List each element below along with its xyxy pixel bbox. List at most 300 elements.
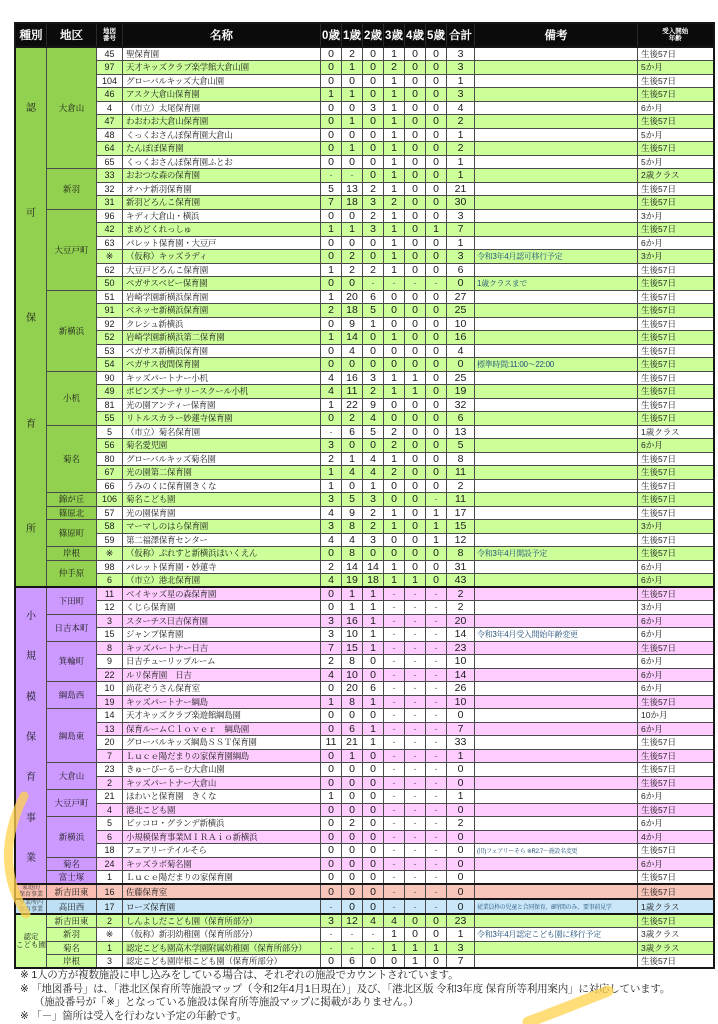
age-2-count-cell: 2 [363,520,384,534]
total-count-cell: 7 [447,955,475,969]
age-2-count-cell: 0 [363,250,384,264]
age-5-count-cell: - [426,655,447,669]
section-ninka [15,47,714,587]
age-1-count-cell: 4 [342,466,363,480]
district-label: 大倉山 [47,763,97,790]
age-0-count-cell: 0 [321,817,342,831]
remarks-cell: 令和3年4月受入開始年齢変更 [475,628,638,642]
age-2-count-cell: 0 [363,776,384,790]
footnote-line: ※ 1人の方が複数施設に申し込みをしている場合は、それぞれの施設でカウントされています。 [20,969,459,981]
facility-name-cell: キッズパートナー大倉山 [123,776,321,790]
accept-age-cell: 6か月 [638,722,714,736]
facility-name-cell: ほわいと保育園 きくな [123,790,321,804]
age-0-count-cell: 4 [321,574,342,588]
facility-number-cell: 19 [97,695,123,709]
age-0-count-cell: 0 [321,317,342,331]
age-1-count-cell: 0 [342,439,363,453]
age-2-count-cell: 0 [363,817,384,831]
age-1-count-cell: 10 [342,668,363,682]
district-label: 新吉田東 [47,914,97,928]
facility-name-cell: 小規模保育事業ＭＩＲＡｉｏ新横浜 [123,830,321,844]
age-4-count-cell: 0 [405,290,426,304]
facility-number-cell: 31 [97,196,123,210]
age-5-count-cell: 0 [426,155,447,169]
facility-name-cell: 新羽どろんこ保育園 [123,196,321,210]
facility-row [15,412,714,426]
age-3-count-cell: - [384,790,405,804]
remarks-cell [475,88,638,102]
remarks-cell [475,263,638,277]
total-count-cell: 0 [447,803,475,817]
age-5-count-cell: 0 [426,452,447,466]
total-count-cell: 2 [447,479,475,493]
age-0-count-cell: - [321,425,342,439]
age-3-count-cell: - [384,749,405,763]
age-0-count-cell: - [321,169,342,183]
age-5-count-cell: 0 [426,290,447,304]
total-count-cell: 0 [447,277,475,291]
accept-age-cell: 生後57日 [638,290,714,304]
facility-name-cell: クレシュ新横浜 [123,317,321,331]
age-4-count-cell: - [405,736,426,750]
accept-age-cell: 生後57日 [638,884,714,899]
age-0-count-cell: 0 [321,277,342,291]
age-3-count-cell: 1 [384,574,405,588]
age-4-count-cell: 0 [405,452,426,466]
remarks-cell [475,169,638,183]
remarks-cell [475,736,638,750]
accept-age-cell: 6か月 [638,236,714,250]
age-4-count-cell: 0 [405,250,426,264]
remarks-cell [475,560,638,574]
facility-number-cell: 42 [97,223,123,237]
age-3-count-cell: 1 [384,182,405,196]
total-count-cell: 0 [447,857,475,871]
age-5-count-cell: 0 [426,88,447,102]
age-1-count-cell: 16 [342,614,363,628]
age-2-count-cell: 6 [363,682,384,696]
remarks-cell [475,722,638,736]
remarks-cell [475,385,638,399]
age-5-count-cell: - [426,628,447,642]
age-1-count-cell: 6 [342,425,363,439]
age-5-count-cell: - [426,857,447,871]
age-4-count-cell: - [405,587,426,601]
facility-number-cell: ※ [97,250,123,264]
accept-age-cell: 生後57日 [638,533,714,547]
age-5-count-cell: 0 [426,317,447,331]
age-3-count-cell: 1 [384,74,405,88]
age-2-count-cell: 1 [363,601,384,615]
facility-name-cell: 保育ルームＣｌｏｖｅｒ 綱島園 [123,722,321,736]
age-1-count-cell: 20 [342,682,363,696]
age-3-count-cell: 0 [384,533,405,547]
district-label: 大豆戸町 [47,209,97,290]
facility-row [15,628,714,642]
age-1-count-cell: 10 [342,628,363,642]
accept-age-cell: 生後57日 [638,412,714,426]
district-label: 仲手原 [47,560,97,587]
age-4-count-cell: 0 [405,169,426,183]
accept-age-cell: 3歳クラス [638,928,714,942]
age-3-count-cell: - [384,803,405,817]
district-label: 篠原北 [47,506,97,520]
accept-age-cell: 3か月 [638,601,714,615]
accept-age-cell: 6か月 [638,655,714,669]
facility-number-cell: 50 [97,277,123,291]
facility-row [15,358,714,372]
total-count-cell: 3 [447,88,475,102]
age-4-count-cell: 0 [405,331,426,345]
accept-age-cell: 3か月 [638,520,714,534]
district-label: 新横浜 [47,817,97,858]
accept-age-cell: 生後57日 [638,196,714,210]
age-1-count-cell: 0 [342,358,363,372]
facility-name-cell: パレット保育園・大豆戸 [123,236,321,250]
section-shokibo [15,587,714,884]
accept-age-cell: 6か月 [638,790,714,804]
accept-age-cell: 生後57日 [638,88,714,102]
age-1-count-cell: 1 [342,88,363,102]
facility-row [15,899,714,914]
age-1-count-cell: 4 [342,344,363,358]
facility-name-cell: わおわお大倉山保育園 [123,115,321,129]
age-5-count-cell: 0 [426,331,447,345]
col-header-accept-age: 受入開始 年齢 [638,23,714,47]
age-2-count-cell: 4 [363,452,384,466]
district-label: 下田町 [47,587,97,614]
section-kodomoen [15,914,714,968]
facility-name-cell: ベネッセ新横浜保育園 [123,304,321,318]
accept-age-cell: 生後57日 [638,914,714,928]
age-3-count-cell: 0 [384,398,405,412]
facility-row [15,790,714,804]
district-label: 新吉田東 [47,884,97,899]
total-count-cell: 2 [447,587,475,601]
facility-row [15,439,714,453]
facility-name-cell: キッズパートナー綱島 [123,695,321,709]
age-2-count-cell: 3 [363,371,384,385]
age-3-count-cell: 0 [384,358,405,372]
age-4-count-cell: 0 [405,439,426,453]
age-2-count-cell: 9 [363,398,384,412]
age-4-count-cell: - [405,776,426,790]
col-header-age-1: 1歳 [342,23,363,47]
age-2-count-cell: 0 [363,88,384,102]
age-5-count-cell: 1 [426,506,447,520]
age-0-count-cell: 0 [321,955,342,969]
age-4-count-cell: - [405,817,426,831]
age-4-count-cell: 0 [405,101,426,115]
age-0-count-cell: 4 [321,668,342,682]
accept-age-cell: 生後57日 [638,506,714,520]
age-4-count-cell: - [405,277,426,291]
facility-row [15,196,714,210]
age-4-count-cell: - [405,803,426,817]
facility-name-cell: （仮称）キッズラディ [123,250,321,264]
accept-age-cell: 6か月 [638,614,714,628]
facility-name-cell: ローズ保育園 [123,899,321,914]
age-3-count-cell: - [384,844,405,858]
remarks-cell [475,587,638,601]
age-3-count-cell: 1 [384,209,405,223]
facility-name-cell: （市立）菊名保育園 [123,425,321,439]
facility-row [15,776,714,790]
age-1-count-cell: 1 [342,61,363,75]
age-4-count-cell: 1 [405,941,426,955]
remarks-cell [475,466,638,480]
facility-row [15,641,714,655]
age-5-count-cell: - [426,682,447,696]
age-2-count-cell: 1 [363,317,384,331]
accept-age-cell: 生後57日 [638,344,714,358]
age-4-count-cell: - [405,790,426,804]
remarks-cell [475,101,638,115]
total-count-cell: 1 [447,790,475,804]
age-0-count-cell: 0 [321,61,342,75]
facility-name-cell: （仮称）新羽幼稚園（保育所部分） [123,928,321,942]
age-2-count-cell: 0 [363,236,384,250]
facility-name-cell: Ｌｕｃｅ陽だまりの家保育園 [123,871,321,885]
facility-number-cell: 57 [97,506,123,520]
age-0-count-cell: - [321,941,342,955]
facility-type-label: 事業所内 保育事業 [15,899,47,914]
facility-number-cell: 62 [97,263,123,277]
age-4-count-cell: 0 [405,115,426,129]
accept-age-cell: 生後57日 [638,277,714,291]
remarks-cell [475,317,638,331]
facility-number-cell: 4 [97,803,123,817]
total-count-cell: 43 [447,574,475,588]
age-1-count-cell: 1 [342,115,363,129]
age-2-count-cell: 0 [363,142,384,156]
facility-name-cell: ビッコロ・グランデ新横浜 [123,817,321,831]
age-3-count-cell: 1 [384,941,405,955]
age-1-count-cell: 8 [342,520,363,534]
age-0-count-cell: 2 [321,304,342,318]
age-3-count-cell: - [384,587,405,601]
facility-name-cell: 菊名こども園 [123,493,321,507]
total-count-cell: 17 [447,506,475,520]
total-count-cell: 10 [447,695,475,709]
remarks-cell [475,331,638,345]
facility-name-cell: アスク大倉山保育園 [123,88,321,102]
facility-name-cell: マーマしのはら保育園 [123,520,321,534]
age-4-count-cell: 0 [405,412,426,426]
facility-row [15,277,714,291]
age-2-count-cell: 3 [363,533,384,547]
age-4-count-cell: - [405,641,426,655]
age-2-count-cell: - [363,941,384,955]
age-0-count-cell: 0 [321,587,342,601]
remarks-cell [475,614,638,628]
age-4-count-cell: 0 [405,155,426,169]
district-label: 篠原町 [47,520,97,547]
age-1-count-cell: 0 [342,803,363,817]
total-count-cell: 4 [447,101,475,115]
accept-age-cell: 生後57日 [638,371,714,385]
age-5-count-cell: 0 [426,547,447,561]
age-3-count-cell: 1 [384,560,405,574]
age-1-count-cell: 0 [342,763,363,777]
facility-number-cell: 10 [97,682,123,696]
facility-number-cell: 90 [97,371,123,385]
facility-number-cell: 59 [97,533,123,547]
age-1-count-cell: - [342,941,363,955]
age-2-count-cell: 0 [363,763,384,777]
total-count-cell: 25 [447,304,475,318]
facility-type-label: 家庭的 保育事業 [15,884,47,899]
remarks-cell [475,506,638,520]
age-2-count-cell: 3 [363,493,384,507]
accept-age-cell: 生後57日 [638,955,714,969]
age-4-count-cell: 1 [405,955,426,969]
age-2-count-cell: 6 [363,290,384,304]
facility-row [15,169,714,183]
age-1-count-cell: 9 [342,506,363,520]
total-count-cell: 6 [447,412,475,426]
accept-age-cell: 生後57日 [638,695,714,709]
age-2-count-cell: 0 [363,709,384,723]
facility-row [15,601,714,615]
age-3-count-cell: 1 [384,520,405,534]
age-4-count-cell: 0 [405,209,426,223]
facility-number-cell: 6 [97,574,123,588]
age-0-count-cell: 0 [321,682,342,696]
remarks-cell [475,223,638,237]
accept-age-cell: 生後57日 [638,358,714,372]
age-4-count-cell: - [405,628,426,642]
age-4-count-cell: 0 [405,142,426,156]
district-label: 大倉山 [47,47,97,169]
age-3-count-cell: 0 [384,493,405,507]
remarks-cell [475,344,638,358]
remarks-cell: (旧)フェアリーそら ※R2.7～施設名変更 [475,844,638,858]
age-2-count-cell: 0 [363,61,384,75]
remarks-cell: 標準時間:11:00～22:00 [475,358,638,372]
col-header-district: 地区 [47,23,97,47]
age-5-count-cell: - [426,614,447,628]
accept-age-cell: 生後57日 [638,776,714,790]
age-0-count-cell: 0 [321,128,342,142]
age-0-count-cell: 3 [321,628,342,642]
age-5-count-cell: 0 [426,61,447,75]
facility-number-cell: 81 [97,398,123,412]
age-3-count-cell: 2 [384,425,405,439]
age-4-count-cell: 0 [405,547,426,561]
age-0-count-cell: 0 [321,115,342,129]
total-count-cell: 23 [447,914,475,928]
age-0-count-cell: 0 [321,601,342,615]
age-0-count-cell: 3 [321,914,342,928]
age-5-count-cell: 0 [426,425,447,439]
age-2-count-cell: 3 [363,196,384,210]
col-header-age-4: 4歳 [405,23,426,47]
total-count-cell: 32 [447,398,475,412]
facility-name-cell: ルリ保育園 日吉 [123,668,321,682]
age-3-count-cell: - [384,871,405,885]
facility-row [15,182,714,196]
remarks-cell [475,695,638,709]
facility-row [15,914,714,928]
facility-name-cell: 尚花ぞうさん保育室 [123,682,321,696]
district-label: 箕輪町 [47,641,97,682]
age-4-count-cell: 0 [405,358,426,372]
remarks-cell [475,439,638,453]
remarks-cell [475,817,638,831]
total-count-cell: 0 [447,830,475,844]
age-0-count-cell: 0 [321,763,342,777]
age-5-count-cell: - [426,641,447,655]
facility-number-cell: 6 [97,830,123,844]
age-0-count-cell: 0 [321,155,342,169]
age-4-count-cell: 0 [405,506,426,520]
age-5-count-cell: - [426,830,447,844]
facility-number-cell: 21 [97,790,123,804]
total-count-cell: 2 [447,115,475,129]
col-header-map-number: 地図 番号 [97,23,123,47]
facility-row [15,830,714,844]
total-count-cell: 33 [447,736,475,750]
age-5-count-cell: - [426,722,447,736]
facility-name-cell: ペガサス夜間保育園 [123,358,321,372]
age-2-count-cell: 3 [363,223,384,237]
facility-number-cell: 65 [97,155,123,169]
age-2-count-cell: 0 [363,439,384,453]
age-0-count-cell: 0 [321,857,342,871]
age-1-count-cell: 13 [342,182,363,196]
age-0-count-cell: 0 [321,47,342,61]
age-5-count-cell: 0 [426,304,447,318]
age-2-count-cell: 0 [363,749,384,763]
total-count-cell: 1 [447,155,475,169]
facility-row [15,614,714,628]
age-5-count-cell: 0 [426,115,447,129]
age-4-count-cell: 1 [405,371,426,385]
age-1-count-cell: 14 [342,560,363,574]
age-4-count-cell: 0 [405,398,426,412]
age-5-count-cell: 1 [426,533,447,547]
col-header-total: 合計 [447,23,475,47]
age-3-count-cell: 0 [384,955,405,969]
facility-row [15,884,714,899]
total-count-cell: 1 [447,236,475,250]
facility-row [15,736,714,750]
facility-name-cell: グローバルキッズ綱島ＳＳＴ保育園 [123,736,321,750]
age-0-count-cell: 0 [321,871,342,885]
district-label: 綱島西 [47,682,97,709]
age-2-count-cell: 5 [363,304,384,318]
age-3-count-cell: 1 [384,223,405,237]
age-5-count-cell: - [426,601,447,615]
facility-number-cell: 51 [97,290,123,304]
accept-age-cell: 5か月 [638,155,714,169]
remarks-cell [475,47,638,61]
remarks-cell: 令和3年4月認定こども園に移行予定 [475,928,638,942]
total-count-cell: 0 [447,358,475,372]
facility-name-cell: （市立）港北保育園 [123,574,321,588]
facility-name-cell: ペガサスベビー保育園 [123,277,321,291]
age-3-count-cell: - [384,736,405,750]
facility-number-cell: 13 [97,722,123,736]
total-count-cell: 16 [447,331,475,345]
table-header [15,23,714,47]
age-4-count-cell: 0 [405,533,426,547]
facility-type-label: 小 規 模 保 育 事 業 [15,587,47,884]
age-5-count-cell: - [426,817,447,831]
total-count-cell: 2 [447,142,475,156]
age-1-count-cell: 8 [342,547,363,561]
